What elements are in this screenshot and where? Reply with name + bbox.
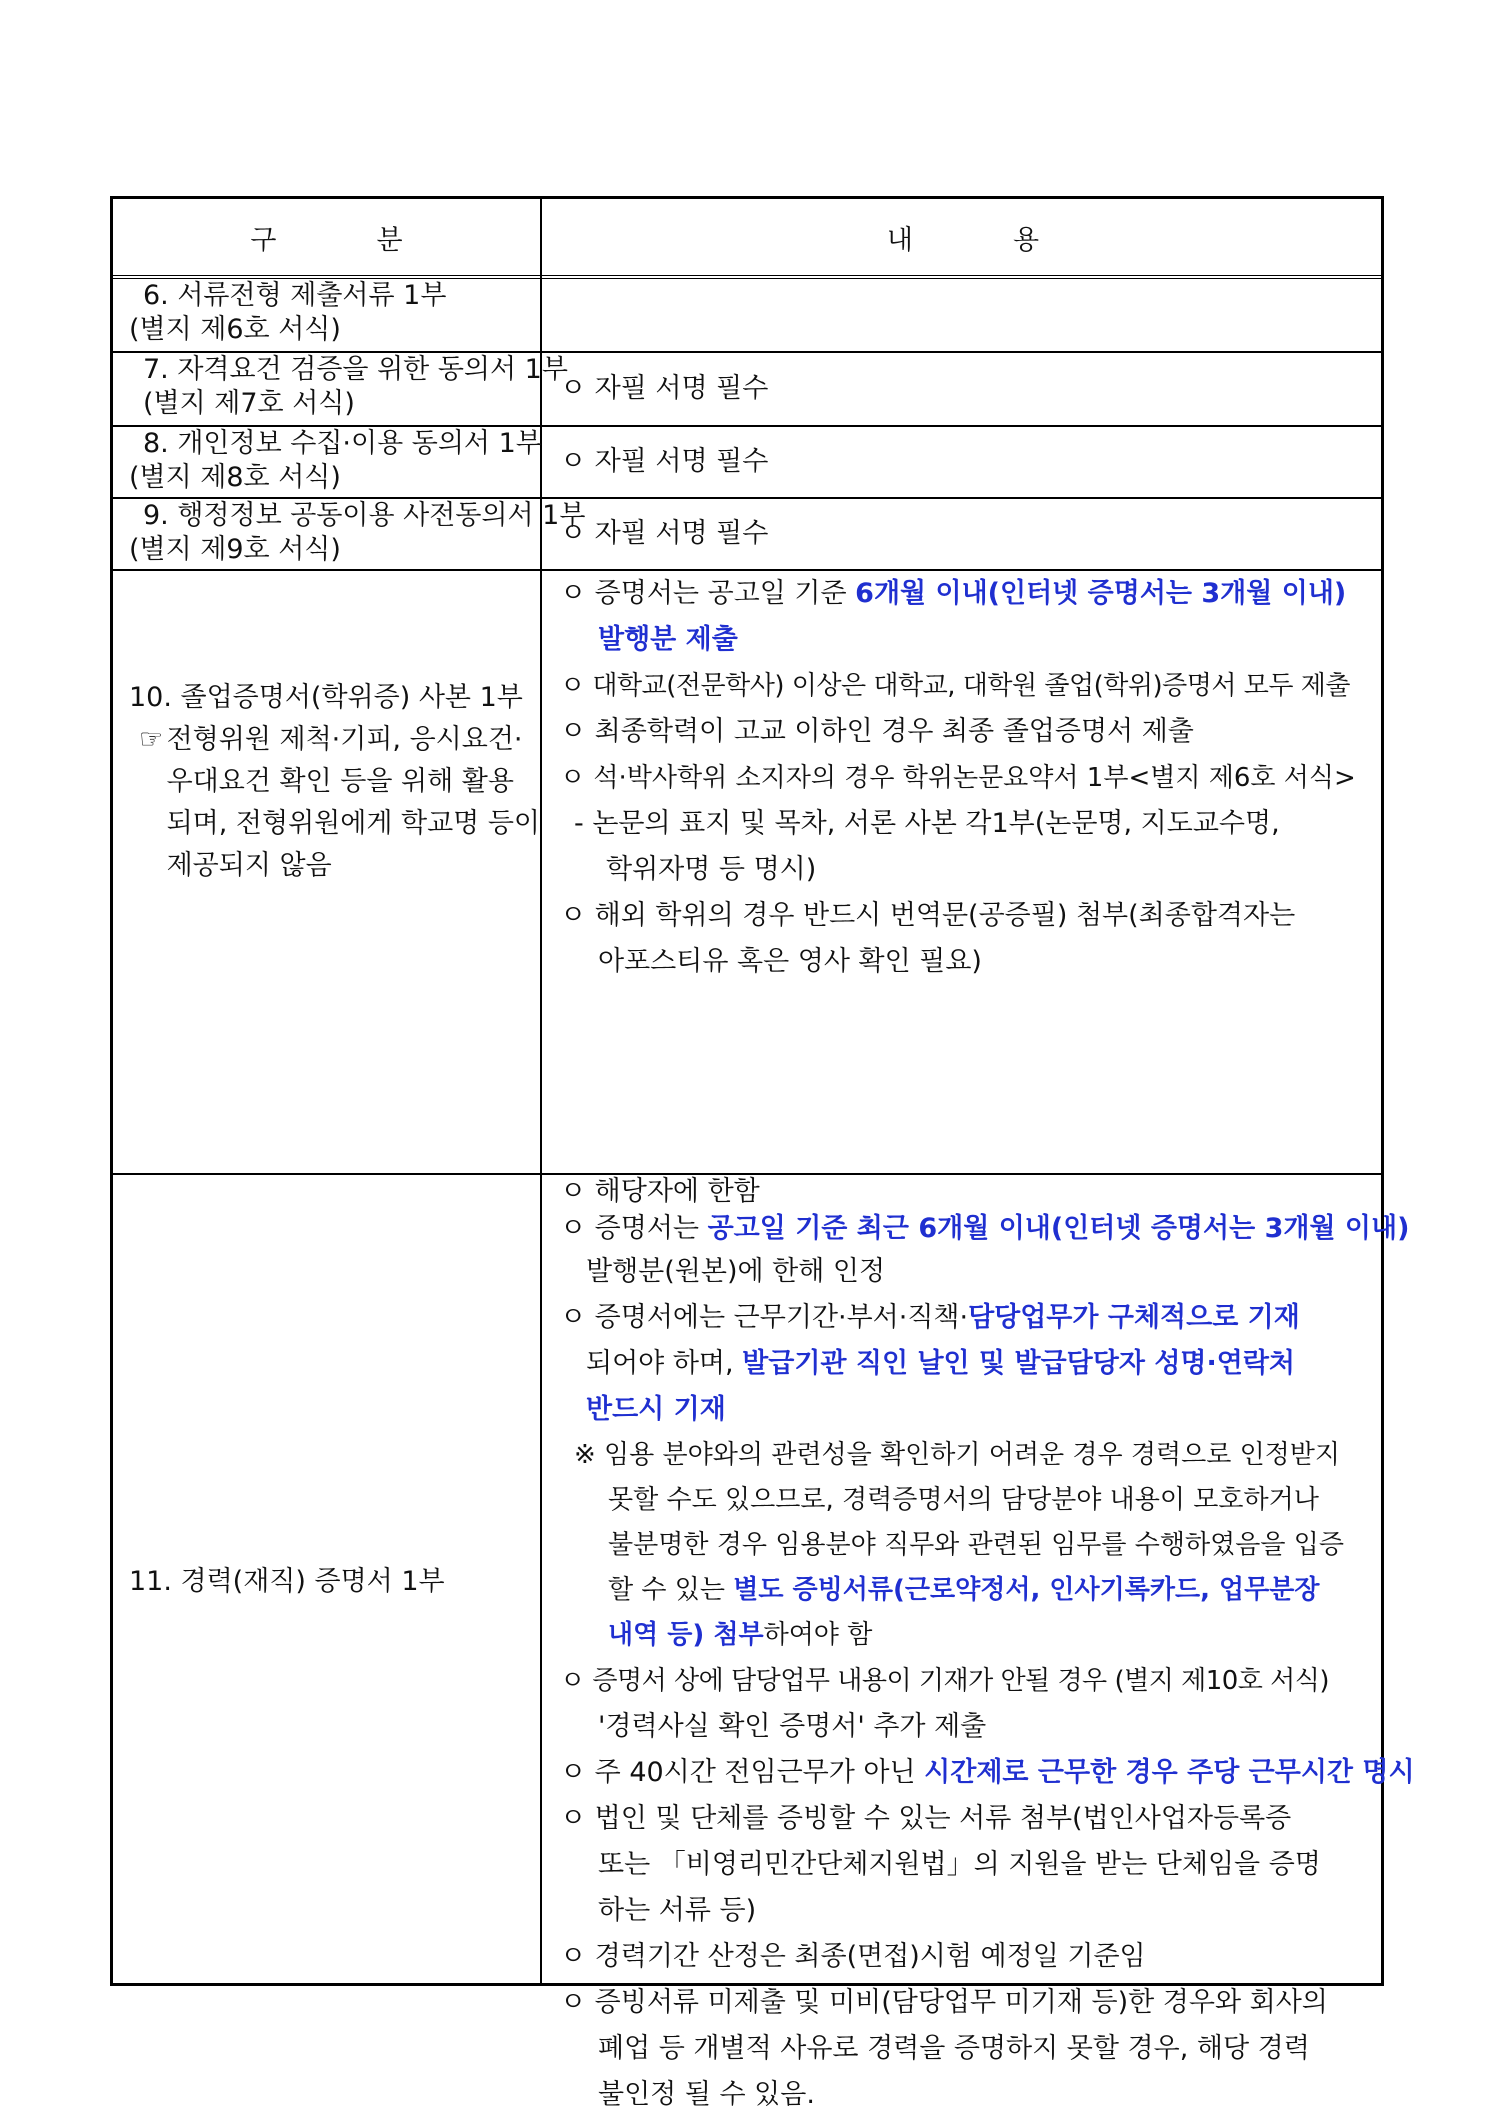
bullet: ㅇ 증명서는 공고일 기준 6개월 이내(인터넷 증명서는 3개월 이내) (560, 578, 1347, 609)
row-8-content: ㅇ 자필 서명 필수 (560, 446, 769, 477)
pointer-icon: ☞ (139, 724, 164, 755)
header-col1 (113, 199, 540, 275)
row-11-label: 11. 경력(재직) 증명서 1부 (129, 1566, 445, 1597)
row-11-content: ㅇ 해당자에 한함 ㅇ 증명서는 공고일 기준 최근 6개월 이내(인터넷 증명서는 3개월 이내) 발행분(원본)에 한해 인정 ㅇ 증명서에는 근무기간·부서·직책·담당업무가 구체적으로 기재 되어야 하며, 발급기관 직인 날인 및 발급담당자 성명·연락처 반드시 기재 ※ 임용 분야와의 관련성을 확인하기 어려운 경우 경력으로 인정받지 못할 수도 있으므로, 경력증명서의 담당분야 내용이 모호하거나 불분명한 경우 임용분야 직무와 관련된 임무를 수행하였음을 입증 할 수 있는 별도 증빙서류(근로약정서, 인사기록카드, 업무분장 내역 등) 첨부하여야 함 ㅇ 증명서 상에 담당업무 내용이 기재가 안될 경우 (별지 제10호 서식) '경력사실 확인 증명서' 추가 제출 ㅇ 주 40시간 전임근무가 아닌 시간제로 근무한 경우 주당 근무시간 명시 ㅇ 법인 및 단체를 증빙할 수 있는 서류 첨부(법인사업자등록증 또는 「비영리민간단체지원법」의 지원을 받는 단체임을 증명 하는 서류 등) ㅇ 경력기간 산정은 최종(면접)시험 예정일 기준임 ㅇ 증빙서류 미제출 및 미비(담당업무 미기재 등)한 경우와 회사의 폐업 등 개별적 사유로 경력을 증명하지 못할 경우, 해당 경력 불인정 될 수 있음. (560, 1176, 1415, 2110)
row-10-content: ㅇ 증명서는 공고일 기준 6개월 이내(인터넷 증명서는 3개월 이내) 발행분 제출 ㅇ 대학교(전문학사) 이상은 대학교, 대학원 졸업(학위)증명서 모두 제출 ㅇ 최종학력이 고교 이하인 경우 최종 졸업증명서 제출 ㅇ 석·박사학위 소지자의 경우 학위논문요약서 1부<별지 제6호 서식> - 논문의 표지 및 목차, 서론 사본 각1부(논문명, 지도교수명, 학위자명 등 명시) ㅇ 해외 학위의 경우 반드시 번역문(공증필) 첨부(최종합격자는 아포스티유 혹은 영사 확인 필요) (542, 571, 1384, 1171)
header-col1-char1: 구 (250, 224, 277, 256)
row-7-content: ㅇ 자필 서명 필수 (560, 373, 769, 404)
header-col2-char2: 용 (1013, 224, 1040, 256)
row-9-label: 9. 행정정보 공동이용 사전동의서 1부 (별지 제9호 서식) (129, 500, 586, 565)
document-table (110, 196, 1415, 2110)
row-10-label: 10. 졸업증명서(학위증) 사본 1부 ☞ 전형위원 제척·기피, 응시요건· 우대요건 확인 등을 위해 활용 되며, 전형위원에게 학교명 등이 제공되지 않음 (113, 677, 540, 897)
row-8-label: 8. 개인정보 수집·이용 동의서 1부 (별지 제8호 서식) (129, 428, 542, 493)
row-7-label: 7. 자격요건 검증을 위한 동의서 1부 (별지 제7호 서식) (143, 354, 568, 419)
header-col1-char2: 분 (376, 224, 403, 256)
note-block: ※ 임용 분야와의 관련성을 확인하기 어려운 경우 경력으로 인정받지 못할 수도 있으므로, 경력증명서의 담당분야 내용이 모호하거나 불분명한 경우 임용분야 직무와 관련된 임무를 수행하였음을 입증 할 수 있는 별도 증빙서류(근로약정서, 인사기록카드, 업무분장 내역 등) 첨부하여야 함 (574, 1440, 1344, 1650)
header-col2 (542, 199, 1384, 275)
header-col2-char1: 내 (886, 224, 913, 256)
row-9-content: ㅇ 자필 서명 필수 (560, 518, 769, 549)
row-6-label: 6. 서류전형 제출서류 1부 (별지 제6호 서식) (129, 280, 447, 345)
